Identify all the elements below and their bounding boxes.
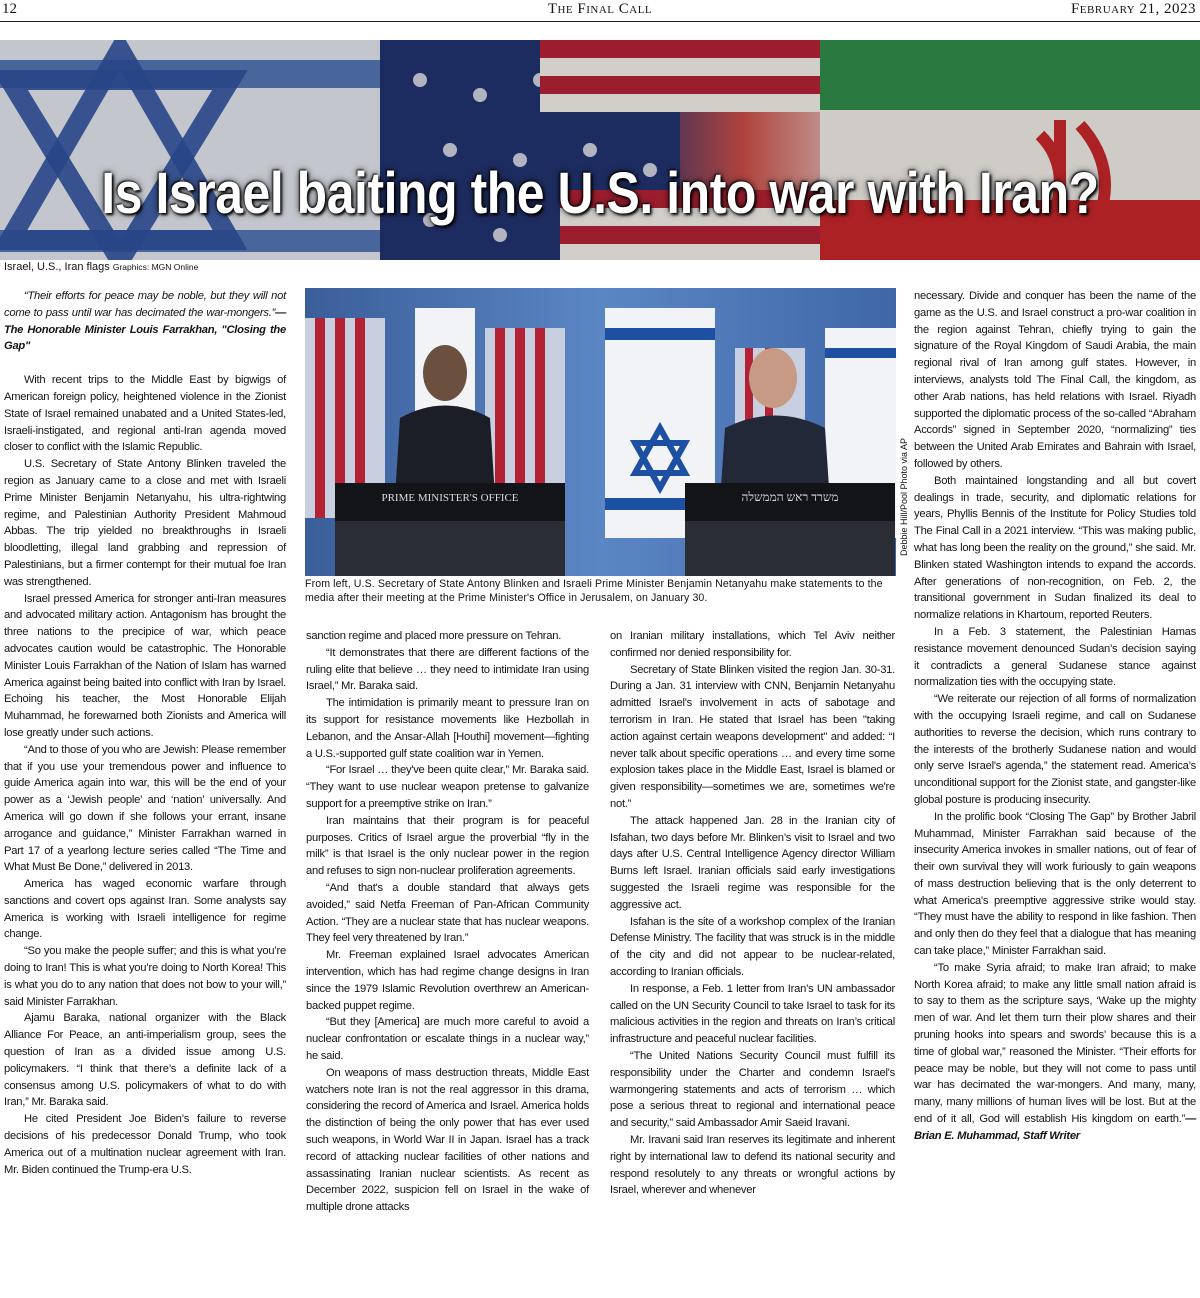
paragraph: “It demonstrates that there are different factions of the ruling elite that believe … they need to intimidate Iran using Israel,” Mr. Baraka said. — [306, 646, 589, 693]
paragraph: “And to those of you who are Jewish: Please remember that if you use your tremendous power and influence to guide America again into war, this will be the end of your power as a ‘Jewish people’ and ‘nation’ universally. And America will go down if she follows your errant, insane arrogance and guidance,” Minister Farrakhan warned in Part 17 of a yearlong lecture series called “The Time and What Must Be Done,” delivered in 2013. — [4, 743, 286, 874]
paragraph: With recent trips to the Middle East by bigwigs of American foreign policy, heightened violence in the Zionist State of Israel remained unabated and a United States-led, Israeli-instigated, and regional anti-Iran agenda moved closer to conflict with the Islamic Republic. — [4, 374, 286, 454]
headline: Is Israel baiting the U.S. into war with Iran? — [101, 161, 1099, 226]
article-column-2 — [306, 628, 589, 1216]
paragraph: In response, a Feb. 1 letter from Iran’s UN ambassador called on the UN Security Council to take Israel to task for its malicious activities in the region and threats on Iran’s critical infrastructure and peaceful nuclear facilities. — [610, 982, 895, 1046]
paragraph: necessary. Divide and conquer has been the name of the game as the U.S. and Israel construct a pro-war coalition in the region against Tehran, chiefly trying to gain the signature of the Royal Kingdom of Saudi Arabia, the main regional rival of Iran among gulf states. However, in interviews, analysts told The Final Call, the kingdom, as other Arab nations, has held relations with Israel. Riyadh supported the diplomatic process of the so-called “Abraham Accords” signed in September 2020, “normalizing” ties between the United Arab Emirates and Bahrain with Israel, followed by others. — [914, 290, 1196, 470]
paragraph: He cited President Joe Biden’s failure to reverse decisions of his predecessor Donald Trump, who took America out of a multination nuclear agreement with Iran. Mr. Biden continued the Trump-era U.S. — [4, 1113, 286, 1176]
paragraph: U.S. Secretary of State Antony Blinken traveled the region as January came to a close and met with Israeli Prime Minister Benjamin Netanyahu, his ultra-rightwing regime, and Palestinian Authority President Mahmoud Abbas. The trip yielded no breakthroughs in Israeli bloodletting, illegal land grabbing and repression of Palestinians, but a firmer contempt for their mutual foe Iran was strengthened. — [4, 458, 286, 588]
photo-credit-text: Debbie Hill/Pool Photo via AP — [899, 437, 909, 557]
paragraph: “So you make the people suffer; and this is what you’re doing to Iran! This is what you’re doing to North Korea! This is what you do to any nation that does not bow to your will,” said Minister Farrakhan. — [4, 945, 286, 1008]
paragraph: The attack happened Jan. 28 in the Iranian city of Isfahan, two days before Mr. Blinken’s visit to Israel and two days after U.S. Central Intelligence Agency director William Burns left Israel. Iranian officials said early investigations suggested the Israeli regime was responsible for the aggressive act. — [610, 814, 895, 911]
article-column-4 — [914, 288, 1196, 1145]
masthead — [0, 0, 1200, 22]
paragraph: Israel pressed America for stronger anti-Iran measures and advocated military action. Antagonism has brought the three nations to the precipice of war, which peace advocates caution would be catastrophic. The Honorable Minister Louis Farrakhan of the Nation of Islam has warned America against being baited into conflict with Iran by Israel. Echoing his teacher, the Most Honorable Elijah Muhammad, he forewarned both Zionists and America will lose greatly under such actions. — [4, 592, 286, 739]
paragraph: “And that's a double standard that always gets avoided,” said Netfa Freeman of Pan-African Community Action. “They are a nuclear state that has nuclear weapons. They feel very threatened by Iran.” — [306, 881, 589, 945]
article-column-1 — [4, 288, 286, 1178]
paragraph: America has waged economic warfare through sanctions and covert ops against Iran. Some analysts say America is working with Israeli intelligence for regime change. — [4, 878, 286, 941]
news-photo — [305, 288, 896, 576]
podium-sign-left: PRIME MINISTER'S OFFICE — [381, 492, 519, 504]
publication-name: The Final Call — [547, 1, 653, 17]
paragraph: Ajamu Baraka, national organizer with the Black Alliance For Peace, an anti-imperialism group, sees the question of Iran as a divided issue among U.S. policymakers. “I think that there’s a definite lack of a consensus among U.S. policymakers of what to do with Iran,” Mr. Baraka said. — [4, 1012, 286, 1109]
photo-credit — [896, 437, 912, 560]
paragraph: Iran maintains that their program is for peaceful purposes. Critics of Israel argue the proverbial “fly in the milk” is that Israel is the only nuclear power in the region and refuses to sign non-nuclear proliferation agreements. — [306, 814, 589, 878]
paragraph: In a Feb. 3 statement, the Palestinian Hamas resistance movement denounced Sudan’s decision saying it contradicts a general Sudanese stance against normalization ties with the occupying state. — [914, 625, 1196, 689]
paragraph: Mr. Iravani said Iran reserves its legitimate and inherent right by international law to defend its national security and respond resolutely to any threats or wrongful actions by Israel, wherever and whenever — [610, 1133, 895, 1197]
issue-date: February 21, 2023 — [1070, 1, 1196, 17]
paragraph: In the prolific book “Closing The Gap” by Brother Jabril Muhammad, Minister Farrakhan said because of the insecurity America invokes in smaller nations, out of fear of their own survival they will work furiously to gain weapons of mass destruction believing that is the only deterrent to what America's preemptive aggressive strike would stay. “They must have the ability to respond in like fashion. Then and only then do they feel that a dialogue that has meaning can take place,” Minister Farrakhan said. — [914, 810, 1196, 958]
paragraph: On weapons of mass destruction threats, Middle East watchers note Iran is not the real aggressor in this drama, considering the record of America and Israel. America holds the distinction of being the only power that has ever used such weapons, in World War II in Japan. Israel has a track record of attacking nuclear facilities of other nations and assassinating Iranian nuclear scientists. As recent as December 2022, suspicion fell on Israel in the wake of multiple drone attacks — [306, 1066, 589, 1214]
paragraph-text: “To make Syria afraid; to make Iran afraid; to make North Korea afraid; to make any little small nation afraid is to say to them as the scripture says, ‘Wake up the mighty men of war. And let them turn their plow shares and their pruning hooks into spears and swords’ because this is a time of global war,” reasoned the Minister. “Their efforts for peace may be noble, but they will not come to pass until war has decimated the war-mongers. And many, many, many, many millions of human lives will be lost. But at the end of it all, God will establish His kingdom on earth.” — [914, 961, 1196, 1126]
paragraph: on Iranian military installations, which Tel Aviv neither confirmed nor denied responsibility for. — [610, 630, 895, 659]
article-column-3 — [610, 628, 895, 1199]
banner-caption-text: Israel, U.S., Iran flags — [4, 261, 110, 273]
paragraph: Isfahan is the site of a workshop complex of the Iranian Defense Ministry. The facility that was struck is in the middle of the city and did not appear to be nuclear-related, according to Iranian officials. — [610, 915, 895, 978]
paragraph: “But they [America] are much more careful to avoid a nuclear confrontation or escalate things in a nuclear way,” he said. — [306, 1016, 589, 1062]
paragraph: The intimidation is primarily meant to pressure Iran on its support for resistance movements like Hezbollah in Lebanon, and the Ansar-Allah [Houthi] movement—fighting a U.S.-supported gulf state coalition war in Yemen. — [306, 697, 589, 760]
photo-caption: From left, U.S. Secretary of State Antony Blinken and Israeli Prime Minister Benjamin Netanyahu make statements to the media after their meeting at the Prime Minister's Office in Jerusalem, on January 30. — [305, 578, 883, 604]
podium-sign-right: משרד ראש הממשלה — [741, 490, 839, 504]
paragraph: Both maintained longstanding and all but covert dealings in trade, security, and diplomatic relations for years, Phyllis Bennis of the Institute for Policy Studies told The Final Call in a 2021 interview. “This was making public, what has long been the reality on the ground,” she said. Mr. Blinken stated Washington intends to expand the accords. After generations of non-recognition, on Feb. 2, the transitional government in Sudan finalized its deal to normalize relations in Khartoum, reported Reuters. — [914, 474, 1196, 622]
byline: —Brian E. Muhammad, Staff Writer — [914, 1113, 1196, 1142]
banner-credit: Graphics: MGN Online — [112, 262, 199, 272]
paragraph: “For Israel … they've been quite clear,” Mr. Baraka said. “They want to use nuclear weapon pretense to galvanize support for a preemptive strike on Iran.” — [306, 764, 589, 810]
paragraph — [914, 960, 1196, 1145]
paragraph: “We reiterate our rejection of all forms of normalization with the occupying Israeli regime, and call on Sudanese authorities to reverse the decision, which runs contrary to the interests of the brotherly Sudanese nation and would only serve Israel's agenda,” the statement read. America’s unconditional support for the Zionist state, and gangster-like global posture is producing insecurity. — [914, 693, 1196, 806]
pull-quote-attribution: —The Honorable Minister Louis Farrakhan, "Closing the Gap" — [4, 306, 286, 353]
flags-illustration — [0, 40, 1200, 260]
photo-illustration — [305, 288, 896, 576]
paragraph: Mr. Freeman explained Israel advocates American intervention, which has had regime change designs in Iran since the 1979 Islamic Revolution overthrew an American-backed puppet regime. — [306, 949, 589, 1012]
paragraph: “The United Nations Security Council must fulfill its responsibility under the Charter and condemn Israel's warmongering statements and acts of terrorism … which pose a serious threat to regional and international peace and security,” said Ambassador Amir Saeid Iravani. — [610, 1049, 895, 1130]
flags-banner-image — [0, 40, 1200, 260]
page-number: 12 — [2, 1, 17, 17]
paragraph: Secretary of State Blinken visited the region Jan. 30-31. During a Jan. 31 interview with CNN, Benjamin Netanyahu admitted Israel's involvement in acts of sabotage and terrorism in Iran. He stated that Israel has been "taking action against certain weapons development" and added: “I never talk about specific operations … and every time some explosion takes place in the Middle East, Israel is blamed or given responsibility—sometimes we are, sometimes we're not.” — [610, 663, 895, 810]
pull-quote-text: “Their efforts for peace may be noble, but they will not come to pass until war has decimated the war-mongers.” — [4, 290, 286, 319]
banner-caption — [4, 261, 198, 273]
pull-quote — [4, 288, 286, 355]
paragraph: sanction regime and placed more pressure on Tehran. — [306, 630, 562, 642]
